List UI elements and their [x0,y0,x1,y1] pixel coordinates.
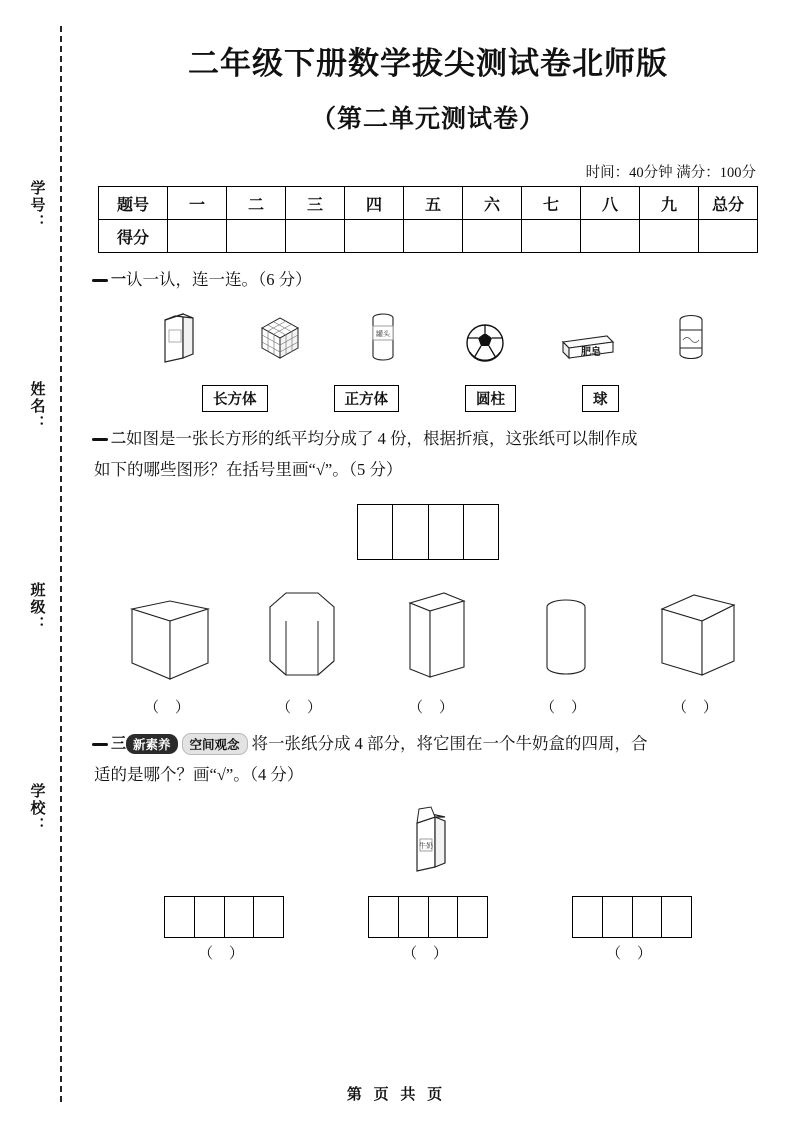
question-2-shapes [114,582,754,692]
question-2-heading [92,424,764,454]
score-cell-5[interactable] [404,220,463,253]
score-col-6: 六 [463,187,522,220]
score-col-3: 三 [286,187,345,220]
answer-blank-3[interactable]: （ ） [408,700,460,716]
score-head-label: 题号 [99,187,168,220]
soccer-ball-icon [448,322,522,369]
question-2-number: 二 [92,427,126,448]
tin-can-icon [654,310,728,369]
svg-text:肥皂: 肥皂 [581,347,602,358]
table-row [99,187,758,220]
question-1-labels [202,385,764,412]
score-col-total: 总分 [699,187,758,220]
question-2-text-line1: 如图是一张长方形的纸平均分成了 4 份，根据折痕，这张纸可以制作成 [126,429,638,448]
label-cube[interactable]: 正方体 [334,385,400,412]
badge-new-literacy: 新素养 [126,734,178,754]
score-cell-9[interactable] [640,220,699,253]
net-option-2[interactable] [368,896,488,938]
score-row-label: 得分 [99,220,168,253]
rubiks-cube-icon [243,312,317,369]
cube-icon [642,583,754,692]
question-1-number: 一 [92,268,126,289]
side-label-student-id: 学号： [28,180,45,231]
question-3-answers [122,942,734,963]
score-col-5: 五 [404,187,463,220]
dashed-cut-line [60,26,62,1102]
side-label-class: 班级： [28,582,45,633]
page-title: 二年级下册数学拔尖测试卷北师版 [188,46,668,81]
label-cuboid[interactable]: 长方体 [202,385,268,412]
answer-blank-net-3[interactable]: （ ） [606,946,658,962]
question-1-text: 认一认，连一连。（6 分） [126,270,312,289]
net-option-3[interactable] [572,896,692,938]
score-cell-8[interactable] [581,220,640,253]
hexagonal-prism-icon [246,583,358,692]
question-1-heading [92,265,764,295]
question-3-number: 三 [92,732,126,753]
answer-blank-4[interactable]: （ ） [540,700,592,716]
side-label-school: 学校： [28,783,45,834]
score-col-2: 二 [227,187,286,220]
label-sphere[interactable]: 球 [582,385,619,412]
triangular-prism-icon [114,587,226,692]
score-cell-7[interactable] [522,220,581,253]
question-3-nets [122,896,734,938]
paper-strip-diagram [357,504,499,560]
svg-text:牛奶: 牛奶 [419,842,433,850]
answer-blank-1[interactable]: （ ） [144,700,196,716]
svg-text:罐头: 罐头 [375,330,390,338]
score-cell-6[interactable] [463,220,522,253]
cuboid-icon [378,583,490,692]
cylinder-icon [510,583,622,692]
side-label-name: 姓名： [28,381,45,432]
question-1-objects [140,309,728,369]
exam-content [92,24,764,963]
question-2-answers [114,696,754,717]
answer-blank-5[interactable]: （ ） [672,700,724,716]
question-3-text-line1: 将一张纸分成 4 部分，将它围在一个牛奶盒的四周，合 [251,734,648,753]
score-col-7: 七 [522,187,581,220]
milk-box-icon [92,805,764,880]
page-subtitle: （第二单元测试卷） [310,106,545,133]
score-col-4: 四 [345,187,404,220]
score-cell-1[interactable] [168,220,227,253]
score-table [98,186,758,253]
score-cell-4[interactable] [345,220,404,253]
exam-meta: 时间：40分钟 满分：100分 [585,165,756,181]
table-row [99,220,758,253]
question-2-text-line2: 如下的哪些图形？在括号里画“√”。（5 分） [94,460,403,479]
net-option-1[interactable] [164,896,284,938]
side-label-column [18,180,56,834]
question-3-text-line2: 适的是哪个？画“√”。（4 分） [94,765,304,784]
badge-spatial-concept: 空间观念 [182,733,248,755]
milk-carton-icon [140,306,214,369]
score-col-1: 一 [168,187,227,220]
soap-bar-icon [551,328,625,369]
answer-blank-net-2[interactable]: （ ） [402,946,454,962]
answer-blank-2[interactable]: （ ） [276,700,328,716]
question-3-heading [92,729,764,759]
canned-food-icon [346,308,420,369]
score-cell-2[interactable] [227,220,286,253]
score-col-9: 九 [640,187,699,220]
label-cylinder[interactable]: 圆柱 [465,385,516,412]
answer-blank-net-1[interactable]: （ ） [198,946,250,962]
score-cell-3[interactable] [286,220,345,253]
score-col-8: 八 [581,187,640,220]
page-footer: 第 页 共 页 [346,1087,447,1103]
score-cell-total[interactable] [699,220,758,253]
